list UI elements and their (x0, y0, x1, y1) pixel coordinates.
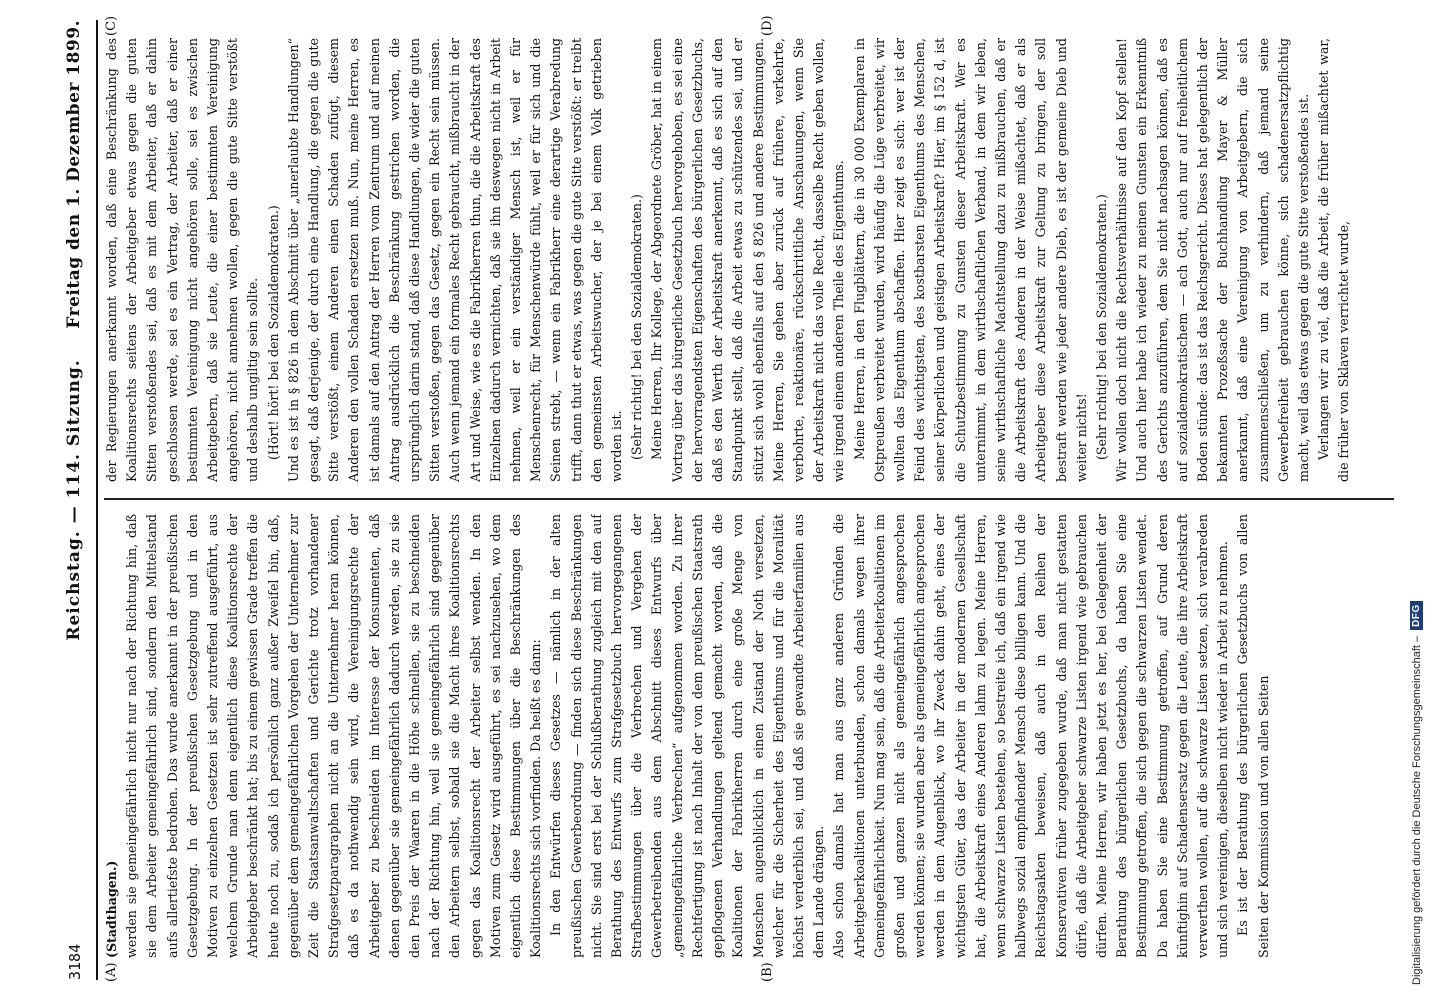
margin-marker-a: (A) (104, 962, 119, 982)
page-title: Reichstag. — 114. Sitzung. (64, 359, 84, 641)
margin-marker-d: (D) (760, 15, 775, 36)
quoted-paragraph: In den Entwürfen dieses Gesetzes — nämlich in der alten preußischen Gewerbeordnung — finden sich diese Beschränkungen nicht. Sie sind erst bei der Schlußberathung zugleich mit den auf Berathung des Entwurfs zum Strafgesetzbuch hervorgegangenen Strafbestimmungen über die Verbrechen und Vergehen der Gewerbetreibenden aus dem Abschnitt dieses Entwurfs über „gemeingefährliche Verbrechen“ aufgenommen worden. Zu ihrer Rechtfertigung ist nach Inhalt der von dem preußischen Staatsrath gepflogenen Verhandlungen geltend gemacht worden, daß die Koalitionen der Fabrikherren durch eine große Menge von Menschen augenblicklich in einen Zustand der Noth versetzen, welcher für die Sicherheit des Eigenthums und für die Moralität höchst verderblich sei, und daß sie gewandte Arbeiterfamilien aus dem Lande drängen. (548, 514, 827, 958)
digitization-credit (1410, 601, 1423, 985)
paragraph: Es ist der Berathung des bürgerlichen Gesetzbuchs von allen Seiten der Kommission und von allen Seiten (1235, 514, 1271, 958)
left-column (102, 514, 1392, 958)
margin-marker-b: (B) (760, 962, 775, 982)
paragraph: Wir wollen doch nicht die Rechtsverhältnisse auf den Kopf stellen! Und auch hier habe ich wieder zu meinen Gunsten ein Erkenntniß des Gerichts anzuführen, dem Sie nicht nachsagen können, daß es auf sozialdemokratischem — ach Gott, auch nur auf freiheitlichem Boden stünde: das ist das Reichsgericht. Dieses hat gelegentlich der bekannten Prozeßsache der Buchhandlung Mayer & Müller anerkannt, daß eine Vereinigung von Arbeitgebern, die sich zusammenschließen, um zu verhindern, daß jemand seine Gewerbefreiheit gebrauchen könne, sich schadenersatzpflichtig macht, weil das etwas gegen die gute Sitte verstoßendes ist. (1114, 38, 1311, 482)
paragraph: Meine Herren, Ihr Kollege, der Abgeordnete Gröber, hat in einem Vortrag über das bürgerliche Gesetzbuch hervorgehoben, es sei eine der hervorragendsten Eigenschaften des bürgerlichen Gesetzbuchs, daß es den Werth der Arbeitskraft anerkennt, daß es sich auf den Standpunkt stellt, daß die Arbeit etwas zu schützendes sei, und er stützt sich wohl ebenfalls auf den § 826 und andere Bestimmungen. Meine Herren, Sie gehen aber zurück auf frühere, verkehrte, verbohrte, reaktionäre, rückschrittliche Anschauungen, wenn Sie der Arbeitskraft nicht das volle Recht, dasselbe Recht geben wollen, wie irgend einem anderen Theile des Eigenthums. (649, 38, 847, 482)
paragraph: Also schon damals hat man aus ganz anderen Gründen die Arbeitgeberkoalitionen unterbunden, schon damals wegen ihrer Gemeingefährlichkeit. Nun mag sein, daß die Arbeiterkoalitionen im großen und ganzen nicht als gemeingefährlich angesprochen werden können; sie wurden aber als gemeingefährlich angesprochen werden in dem Augenblick, wo ihr Zweck dahin geht, eines der wichtigsten Güter, das der Arbeiter in der modernen Gesellschaft hat, die Arbeitskraft eines Anderen lahm zu legen. Meine Herren, wenn schwarze Listen bestehen, so bestreite ich, daß ein irgend wie halbwegs sozial empfindender Mensch diese billigen kann. Und die Reichstagsakten beweisen, daß auch in den Reihen der Konservativen früher zugegeben wurde, daß man nicht gestatten dürfe, daß die Arbeitgeber schwarze Listen irgend wie gebrauchen dürfen. Meine Herren, wir haben jetzt es her, bei Gelegenheit der Berathung des bürgerlichen Gesetzbuchs, da haben Sie eine Bestimmung getroffen, die sich gegen die schwarzen Listen wendet. Da haben Sie eine Bestimmung getroffen, auf Grund deren künftighin auf Schadensersatz gegen die Leute, die ihre Arbeitskraft verwerthen wollen, auf die schwarze Listen setzen, sich verabreden und sich vereinigen, dieselben nicht wieder in Arbeit zu nehmen. (831, 514, 1231, 958)
interjection: (Hört! hört! bei den Sozialdemokraten.) (265, 205, 281, 460)
paragraph: Verlangen wir zu viel, daß die Arbeit, die früher mißachtet war, die früher von Sklaven verrichtet wurde, (1316, 38, 1352, 482)
page-header (60, 20, 94, 980)
paragraph: Und es ist in § 826 in dem Abschnitt über „unerlaubte Handlungen“ gesagt, daß derjenige, der durch eine Handlung, die gegen die gute Sitte verstößt, einem Anderen einen Schaden zufügt, diesem Anderen den vollen Schaden ersetzen muß. Nun, meine Herren, es ist damals auf den Antrag der Herren vom Zentrum und auf meinen Antrag ausdrücklich die Beschränkung gestrichen worden, die ursprünglich darin stand, daß diese Handlungen, die wider die guten Sitten verstoßen, gegen das Gesetz, gegen ein Recht sein müssen. Auch wenn jemand ein formales Recht gebraucht, mißbraucht in der Art und Weise, wie es die Fabrikherren thun, die die Arbeitskraft des Einzelnen dadurch vernichten, daß sie ihn deswegen nicht in Arbeit nehmen, weil er ein verständiger Mensch ist, weil er für Menschenrecht, für Menschenwürde fühlt, weil er für sich und die Seinen strebt, — wenn ein Fabrikherr eine derartige Verabredung trifft, dann thut er etwas, was gegen die gute Sitte verstößt: er treibt den gemeinsten Arbeitswucher, der je bei einem Volk getrieben worden ist. (285, 38, 625, 482)
speaker-name: (Stadthagen.) (104, 860, 119, 958)
header-rule (96, 20, 98, 980)
column-divider (104, 498, 1394, 500)
session-date: Freitag den 1. Dezember 1899. (64, 20, 84, 329)
page-number: 3184 (66, 943, 84, 980)
interjection: (Sehr richtig! bei den Sozialdemokraten.) (1093, 194, 1109, 460)
margin-marker-c: (C) (104, 15, 119, 36)
paragraph: Meine Herren, in den Flugblättern, die in 30 000 Exemplaren in Ostpreußen verbreitet wurden, wird häufig die Lüge verbreitet, wir wollten das Eigenthum abschaffen. Hier zeigt es sich: wer ist der Feind des wichtigsten, des kostbarsten Eigenthums des Menschen, seiner körperlichen und geistigen Arbeitskraft? Hier, im § 152 d, ist die Schutzbestimmung zu Gunsten dieser Arbeitskraft. Wer es unternimmt, in dem wirthschaftlichen Verband, in dem wir leben, seine wirthschaftliche Machtstellung dazu zu mißbrauchen, daß er die Arbeitskraft des Anderen in der Weise mißachtet, daß er als Arbeitgeber diese Arbeitskraft zur Geltung zu bringen, der soll bestraft werden wie jeder andere Dieb, es ist der gemeine Dieb und weiter nichts! (851, 38, 1089, 482)
rotated-document-page (60, 15, 1400, 982)
paragraph: werden sie gemeingefährlich nicht nur nach der Richtung hin, daß sie dem Arbeiter gemeingefährlich sind, sondern den Mittelstand aufs allertiefste bedrohen. Das wurde anerkannt in der preußischen Gesetzgebung. In der preußischen Gesetzgebung und in den Motiven zu einzelnen Gesetzen ist sehr zutreffend ausgeführt, aus welchem Grunde man denn eigentlich diese Koalitionsrechte der Arbeitgeber beschränkt hat; bis zu einem gewissen Grade treffen die heute noch zu, sodaß ich persönlich ganz außer Zweifel bin, daß, gegenüber dem gemeingefährlichen Vorgehen der Unternehmer zur Zeit die Staatsanwaltschaften und Gerichte trotz vorhandener Strafgesetzparagraphen nicht an die Unternehmer heran können, daß es da nothwendig sein wird, die Vereinigungsrechte der Arbeitgeber zu beschneiden im Interesse der Konsumenten, daß denen gegenüber sie gemeingefährlich dadurch werden, sie zu sie den Preis der Waaren in die Höhe schnellen, sie zu beschneiden nach der Richtung hin, weil sie gemeingefährlich sind gegenüber den Arbeitern selbst, sobald sie die Macht ihres Koalitionsrechts gegen das Koalitionsrecht der Arbeiter selbst wenden. In den Motiven zum Gesetz wird ausgeführt, es sei nachzusehen, wo dem eigentlich diese Bestimmungen über die Beschränkungen des Koalitionsrechts sich vorfinden. Da heißt es dann: (124, 514, 544, 958)
interjection: (Sehr richtig! bei den Sozialdemokraten.) (629, 194, 645, 460)
dfg-logo: DFG (1410, 601, 1423, 630)
right-column (102, 38, 1392, 482)
digitization-credit-text: Digitalisierung gefördert durch die Deutsche Forschungsgemeinschaft – (1410, 635, 1423, 985)
paragraph: der Regierungen anerkannt worden, daß eine Beschränkung des Koalitionsrechts seitens der Arbeitgeber etwas gegen die guten Sitten verstoßendes sei, daß es mit dem Arbeiter, daß er dahin geschlossen werde, sei es ein Vertrag, der Arbeiter, daß er einer bestimmten Vereinigung nicht angehören solle, sei es zwischen Arbeitgebern, daß sie Leute, die einer bestimmten Vereinigung angehören, nicht annehmen wollen, gegen die gute Sitte verstößt und deshalb ungiltig sein sollte. (104, 38, 261, 482)
